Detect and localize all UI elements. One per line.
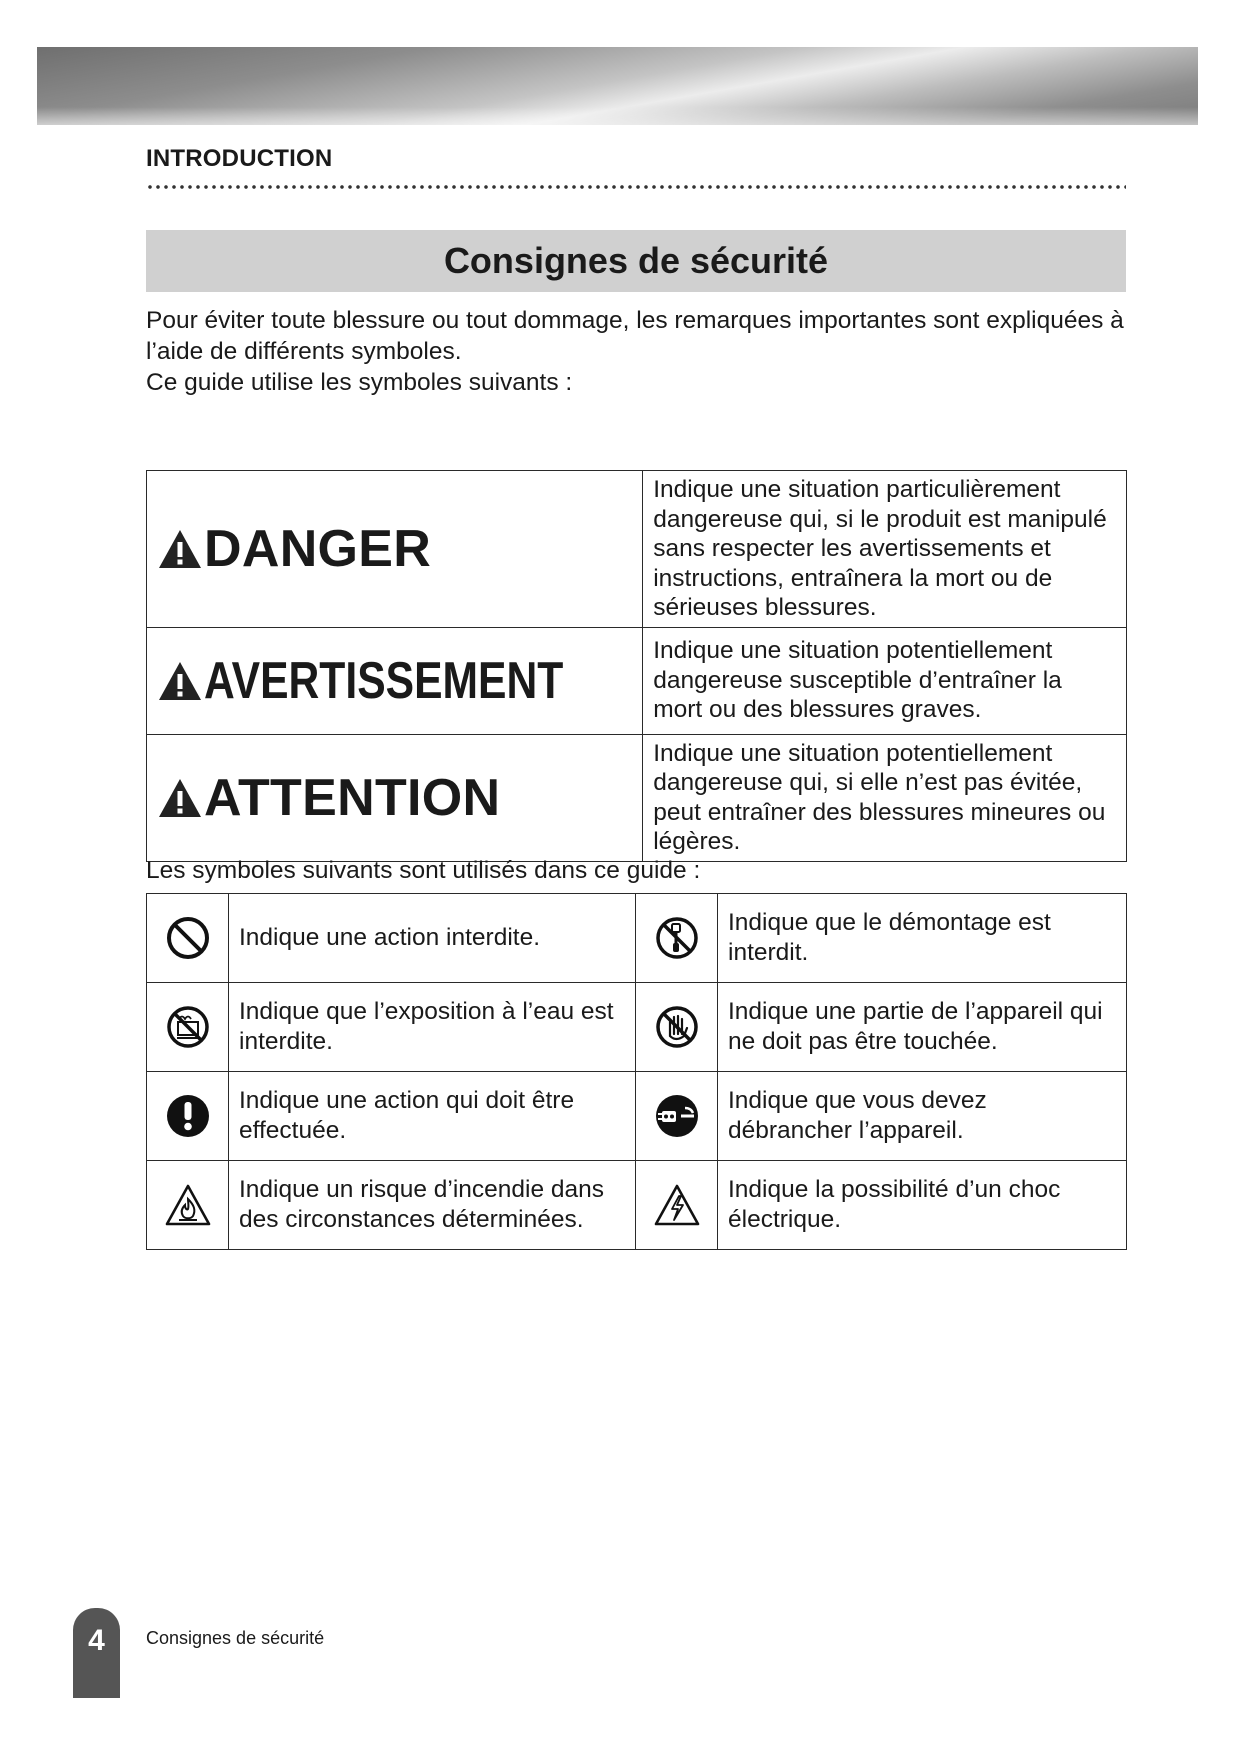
signal-word-attention: ATTENTION: [204, 768, 501, 827]
symbol-description: Indique que vous devez débrancher l’appareil.: [718, 1072, 1127, 1161]
signal-word-avertissement: AVERTISSEMENT: [204, 651, 564, 710]
symbol-row: [147, 1161, 1127, 1250]
symbol-description: Indique une action interdite.: [229, 894, 636, 983]
symbol-description: Indique la possibilité d’un choc électrique.: [718, 1161, 1127, 1250]
signal-row-attention: [147, 734, 1127, 861]
signal-description: Indique une situation particulièrement dangereuse qui, si le produit est manipulé sans respecter les avertissements et instructions, entraînera la mort ou de sérieuses blessures.: [643, 471, 1127, 628]
symbols-caption: Les symboles suivants sont utilisés dans ce guide :: [146, 857, 701, 884]
intro-line-2: l’aide de différents symboles.: [146, 338, 462, 365]
symbol-description: Indique une partie de l’appareil qui ne doit pas être touchée.: [718, 983, 1127, 1072]
signal-row-danger: [147, 471, 1127, 628]
symbol-description: Indique que le démontage est interdit.: [718, 894, 1127, 983]
symbol-row: [147, 894, 1127, 983]
warning-triangle-icon: [157, 528, 203, 570]
no-disassembly-icon: [654, 915, 700, 961]
no-water-icon: [165, 1004, 211, 1050]
section-label: INTRODUCTION: [146, 145, 333, 172]
signal-description: Indique une situation potentiellement dangereuse susceptible d’entraîner la mort ou des blessures graves.: [643, 627, 1127, 734]
mandatory-action-icon: [165, 1093, 211, 1139]
signal-description: Indique une situation potentiellement dangereuse qui, si elle n’est pas évitée, peut entraîner des blessures mineures ou légères.: [643, 734, 1127, 861]
symbol-description: Indique que l’exposition à l’eau est interdite.: [229, 983, 636, 1072]
header-band: [37, 47, 1198, 125]
signal-row-avertissement: [147, 627, 1127, 734]
unplug-icon: [654, 1093, 700, 1139]
intro-line-1: Pour éviter toute blessure ou tout dommage, les remarques importantes sont expliquées à: [146, 307, 1124, 334]
prohibited-icon: [165, 915, 211, 961]
signal-word-danger: DANGER: [204, 519, 432, 578]
title-bar: [146, 230, 1126, 292]
symbol-table: [146, 893, 1127, 1250]
no-touch-icon: [654, 1004, 700, 1050]
footer-section-title: Consignes de sécurité: [146, 1628, 325, 1648]
intro-line-3: Ce guide utilise les symboles suivants :: [146, 369, 573, 396]
warning-triangle-icon: [157, 660, 203, 702]
page-number-tab: [73, 1608, 120, 1698]
warning-triangle-icon: [157, 777, 203, 819]
fire-risk-icon: [164, 1183, 212, 1227]
symbol-description: Indique une action qui doit être effectuée.: [229, 1072, 636, 1161]
signal-word-table: [146, 470, 1127, 862]
electric-shock-icon: [653, 1183, 701, 1227]
page-number: 4: [88, 1624, 105, 1657]
page-title: Consignes de sécurité: [443, 240, 829, 281]
dotted-rule: [146, 184, 1126, 190]
symbol-description: Indique un risque d’incendie dans des circonstances déterminées.: [229, 1161, 636, 1250]
symbol-row: [147, 983, 1127, 1072]
symbol-row: [147, 1072, 1127, 1161]
